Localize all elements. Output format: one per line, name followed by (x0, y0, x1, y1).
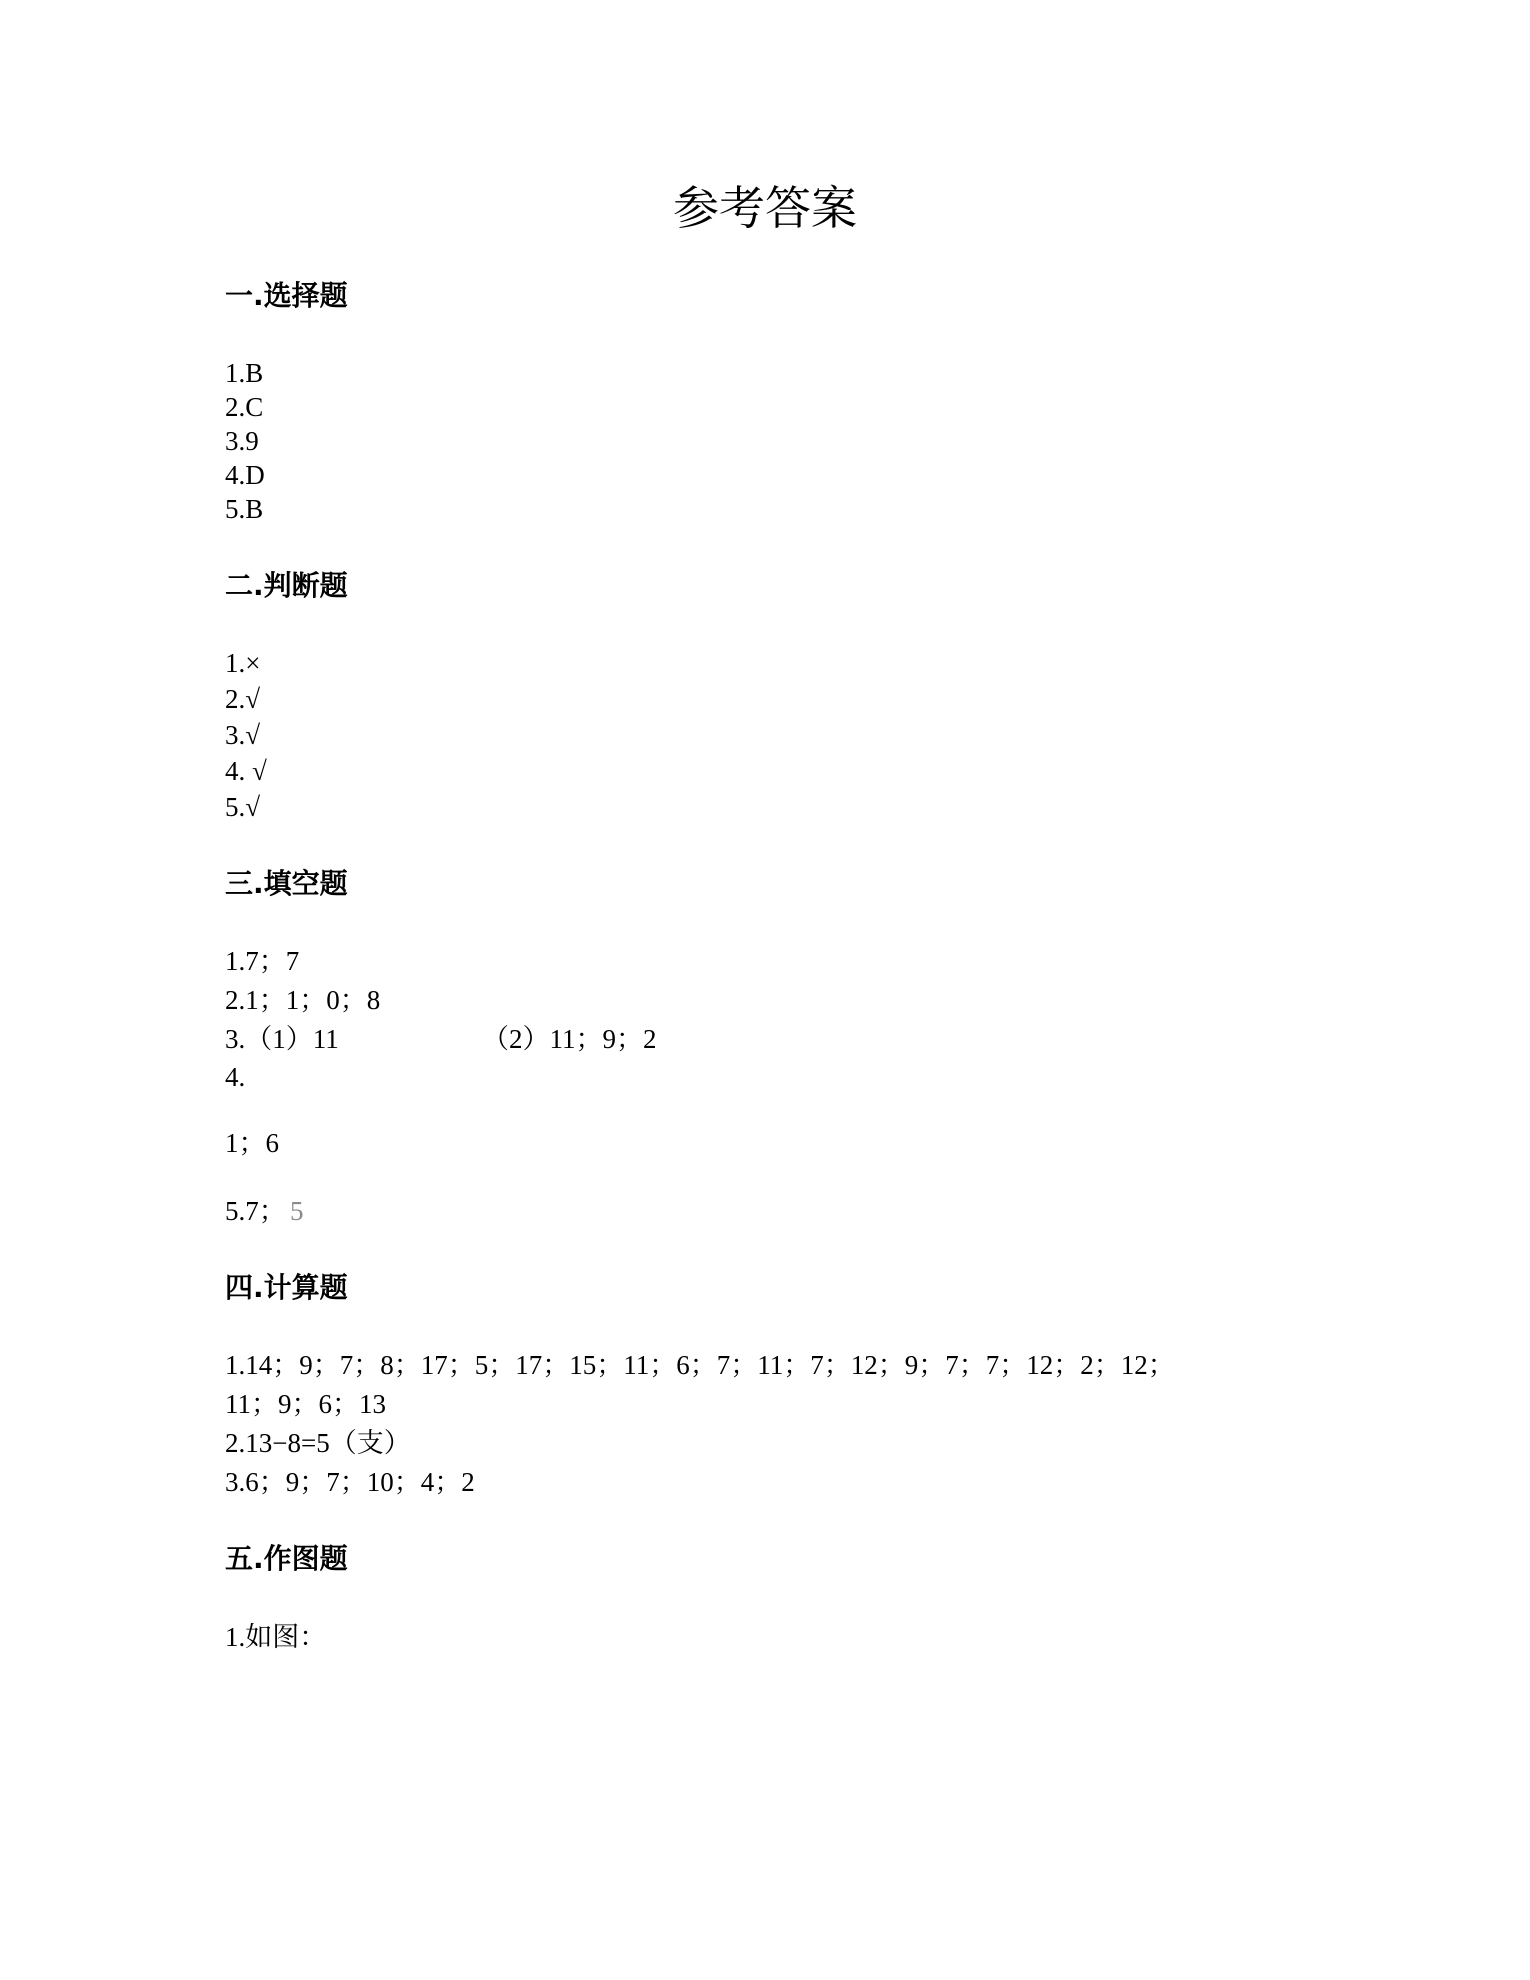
answer-line: 1；6 (225, 1128, 279, 1158)
answer-line: 3.6；9；7；10；4；2 (225, 1467, 475, 1497)
answer-line: 1.× (225, 648, 261, 678)
answer-line: 5.7； (225, 1196, 286, 1226)
answer-line: 5.B (225, 494, 264, 524)
answer-line: 5.√ (225, 792, 261, 822)
section-heading-judgement: 二.判断题 (225, 569, 348, 602)
section-heading-drawing: 五.作图题 (225, 1542, 348, 1575)
answer-line: 1.B (225, 358, 264, 388)
answer-line: 2.C (225, 392, 264, 422)
answer-line: 2.√ (225, 684, 261, 714)
answer-line: 4. √ (225, 756, 267, 786)
answer-line: 11；9；6；13 (225, 1389, 386, 1419)
answer-line: 2.13−8=5（支） (225, 1428, 411, 1458)
answer-line: 4. (225, 1062, 246, 1092)
section-heading-calculation: 四.计算题 (225, 1271, 348, 1304)
page-title: 参考答案 (673, 181, 857, 235)
section-heading-choice: 一.选择题 (225, 279, 348, 312)
answer-line: 3.√ (225, 720, 261, 750)
section-heading-fill-blank: 三.填空题 (225, 867, 348, 900)
answer-line: 1.14；9；7；8；17；5；17；15；11；6；7；11；7；12；9；7；7；12；2；12； (225, 1350, 1175, 1380)
answer-line: 1.7；7 (225, 946, 300, 976)
answer-line: 3.9 (225, 426, 259, 456)
answer-line: 3.（1）11 (225, 1024, 339, 1054)
answer-line: 4.D (225, 460, 265, 490)
answer-line: 1.如图： (225, 1622, 327, 1652)
answer-line-gray: 5 (290, 1196, 304, 1226)
answer-line-part-2: （2）11；9；2 (482, 1024, 657, 1054)
answer-line: 2.1；1；0；8 (225, 985, 381, 1015)
